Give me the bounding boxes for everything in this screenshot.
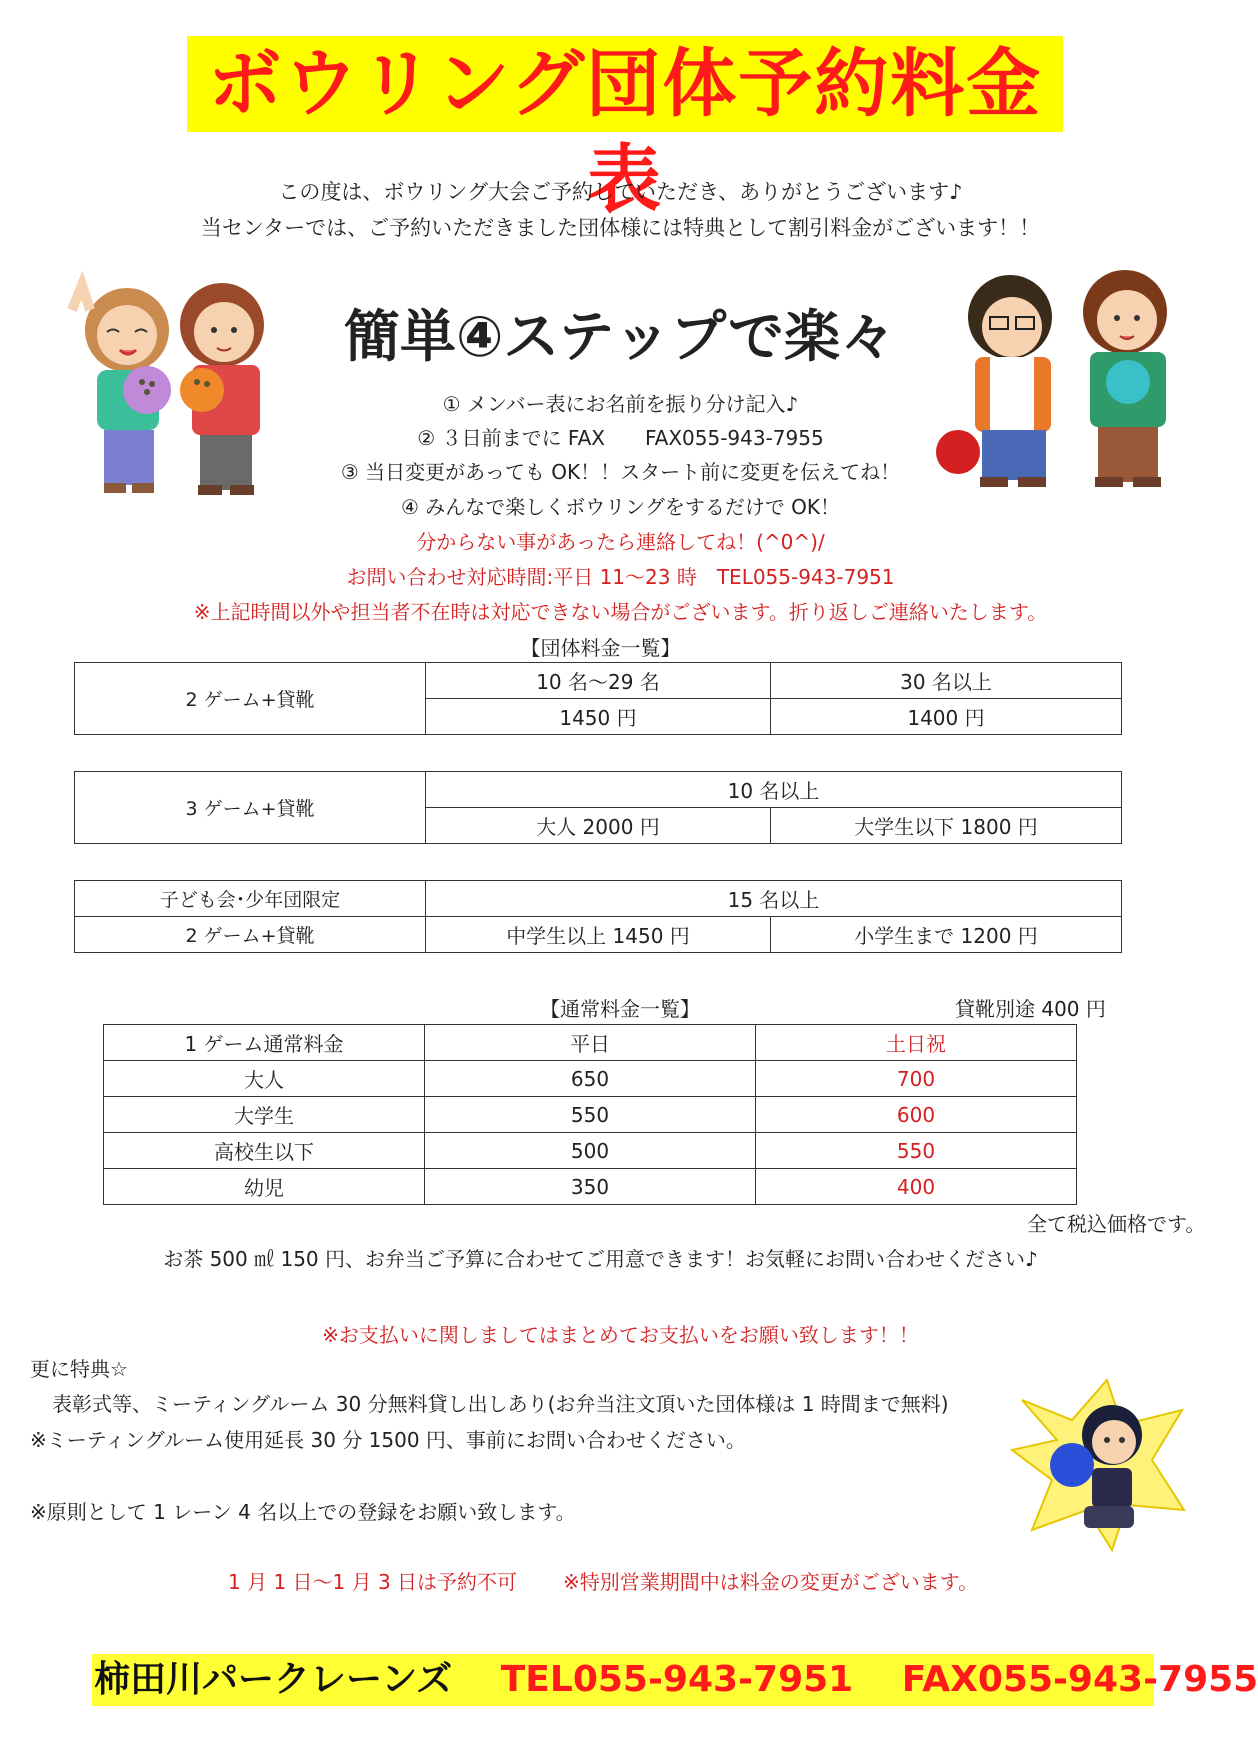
- table2-header: 10 名以上: [426, 772, 1122, 808]
- normal-price-table: [103, 1024, 1077, 1205]
- meeting-extension-note: ※ミーティングルーム使用延長 30 分 1500 円、事前にお問い合わせください。: [30, 1428, 746, 1452]
- table3-value-2: 小学生まで 1200 円: [771, 917, 1122, 953]
- group-prices-heading: 【団体料金一覧】: [520, 636, 681, 660]
- weekend-price: 600: [756, 1097, 1077, 1133]
- table1-header-2: 30 名以上: [771, 663, 1122, 699]
- normal-header-3: 土日祝: [756, 1025, 1077, 1061]
- bonus-title: 更に特典☆: [30, 1357, 128, 1381]
- contact-notice: ※上記時間以外や担当者不在時は対応できない場合がございます。折り返しご連絡いたします。: [193, 600, 1048, 624]
- normal-header-1: 1 ゲーム通常料金: [104, 1025, 425, 1061]
- group-table-kids: [74, 880, 1122, 953]
- table-row-label: 大人: [104, 1061, 425, 1097]
- lane-rule-note: ※原則として 1 レーン 4 名以上での登録をお願い致します。: [30, 1500, 576, 1524]
- contact-line-1: 分からない事があったら連絡してね！(^0^)/: [416, 530, 825, 554]
- intro-line-1: この度は、ボウリング大会ご予約していただき、ありがとうございます♪: [278, 180, 963, 204]
- new-year-closed-note: 1 月 1 日～1 月 3 日は予約不可: [228, 1570, 518, 1594]
- table3-label-1: 子ども会･少年団限定: [75, 881, 426, 917]
- table2-label: 3 ゲーム+貸靴: [75, 772, 426, 844]
- weekday-price: 500: [425, 1133, 756, 1169]
- weekend-price: 550: [756, 1133, 1077, 1169]
- table1-label: 2 ゲーム+貸靴: [75, 663, 426, 735]
- footer-tel: TEL055-943-7951: [500, 1659, 854, 1700]
- weekday-price: 550: [425, 1097, 756, 1133]
- table3-header: 15 名以上: [426, 881, 1122, 917]
- table-row-label: 幼児: [104, 1169, 425, 1205]
- table1-value-1: 1450 円: [426, 699, 771, 735]
- weekday-price: 350: [425, 1169, 756, 1205]
- tax-note: 全て税込価格です。: [1027, 1212, 1206, 1236]
- footer-business-name: 柿田川パークレーンズ: [94, 1659, 453, 1700]
- weekend-price: 700: [756, 1061, 1077, 1097]
- table1-header-1: 10 名～29 名: [426, 663, 771, 699]
- table1-value-2: 1400 円: [771, 699, 1122, 735]
- table-row-label: 大学生: [104, 1097, 425, 1133]
- step-4: ④ みんなで楽しくボウリングをするだけで OK！: [400, 495, 841, 519]
- footer-fax: FAX055-943-7955: [901, 1659, 1258, 1700]
- normal-prices-heading: 【通常料金一覧】: [540, 997, 700, 1021]
- intro-line-2: 当センターでは、ご予約いただきました団体様には特典として割引料金がございます！！: [200, 216, 1041, 240]
- weekend-price: 400: [756, 1169, 1077, 1205]
- page-title: ボウリング団体予約料金表: [187, 36, 1063, 132]
- table3-value-1: 中学生以上 1450 円: [426, 917, 771, 953]
- normal-header-2: 平日: [425, 1025, 756, 1061]
- step-3: ③ 当日変更があっても OK！！スタート前に変更を伝えてね！: [340, 460, 901, 484]
- bowler-bottom-illustration: [1012, 1380, 1184, 1550]
- step-1: ① メンバー表にお名前を振り分け記入♪: [442, 392, 799, 416]
- group-table-2game: [74, 662, 1122, 735]
- step-2: ② ３日前までに FAX FAX055-943-7955: [417, 426, 824, 450]
- group-table-3game: [74, 771, 1122, 844]
- contact-hours: お問い合わせ対応時間:平日 11～23 時 TEL055-943-7951: [346, 565, 895, 589]
- tea-bento-note: お茶 500 ㎖ 150 円、お弁当ご予算に合わせてご用意できます！お気軽にお問い合わせください♪: [163, 1247, 1038, 1271]
- footer-contact-bar: [92, 1654, 1258, 1706]
- steps-heading: 簡単④ステップで楽々: [344, 305, 896, 370]
- table2-value-1: 大人 2000 円: [426, 808, 771, 844]
- shoe-rental-note: 貸靴別途 400 円: [955, 997, 1106, 1021]
- table2-value-2: 大学生以下 1800 円: [771, 808, 1122, 844]
- table3-label-2: 2 ゲーム+貸靴: [75, 917, 426, 953]
- special-period-note: ※特別営業期間中は料金の変更がございます。: [563, 1570, 979, 1594]
- table-row-label: 高校生以下: [104, 1133, 425, 1169]
- weekday-price: 650: [425, 1061, 756, 1097]
- payment-note: ※お支払いに関しましてはまとめてお支払いをお願い致します！！: [322, 1323, 919, 1347]
- bonus-line: 表彰式等、ミーティングルーム 30 分無料貸し出しあり(お弁当注文頂いた団体様は 1 時間まで無料): [52, 1392, 949, 1416]
